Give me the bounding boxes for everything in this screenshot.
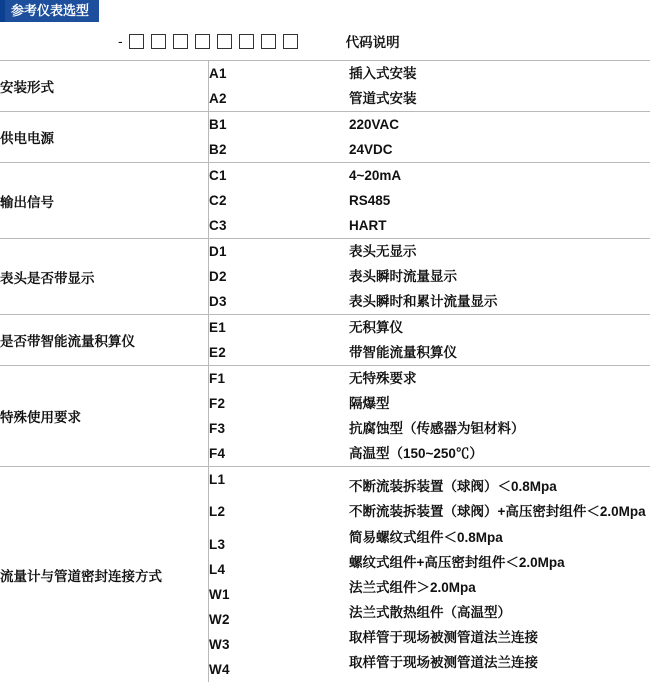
option-description: 表头瞬时流量显示 [349, 269, 457, 284]
option-description: 24VDC [349, 142, 393, 157]
code-entry-row [0, 22, 650, 60]
code-box[interactable] [217, 34, 232, 49]
code-box[interactable] [151, 34, 166, 49]
table-row [0, 163, 650, 239]
option-code: C3 [209, 218, 227, 233]
title-bar-filler [99, 0, 650, 22]
code-box[interactable] [195, 34, 210, 49]
option-description: HART [349, 218, 387, 233]
option-description: 表头无显示 [349, 244, 417, 259]
description-cell [349, 315, 650, 366]
code-box[interactable] [173, 34, 188, 49]
page-title: 参考仪表选型 [5, 0, 99, 22]
option-description: 简易螺纹式组件＜0.8Mpa [349, 530, 503, 545]
description-cell [349, 163, 650, 239]
option-code: F4 [209, 446, 226, 461]
category-cell: 流量计与管道密封连接方式 [0, 467, 209, 682]
table-row [0, 239, 650, 315]
category-cell: 是否带智能流量积算仪 [0, 315, 209, 366]
option-code: L2 [209, 504, 226, 519]
code-cell [209, 315, 350, 366]
option-description: 高温型（150~250℃） [349, 446, 483, 461]
option-code: B2 [209, 142, 227, 157]
option-code: W4 [209, 662, 230, 677]
option-description: 带智能流量积算仪 [349, 345, 457, 360]
code-boxes [129, 34, 298, 49]
table-row [0, 467, 650, 682]
code-box[interactable] [129, 34, 144, 49]
table-row [0, 61, 650, 112]
option-code: D3 [209, 294, 227, 309]
code-cell [209, 366, 350, 467]
category-cell: 安装形式 [0, 61, 209, 112]
code-cell [209, 467, 350, 682]
code-cell [209, 239, 350, 315]
table-row [0, 112, 650, 163]
option-code: D1 [209, 244, 227, 259]
category-cell: 特殊使用要求 [0, 366, 209, 467]
option-description: 无特殊要求 [349, 371, 417, 386]
option-description: RS485 [349, 193, 391, 208]
code-cell [209, 61, 350, 112]
option-description: 插入式安装 [349, 66, 417, 81]
option-description: 不断流装拆装置（球阀）＜0.8Mpa [349, 479, 557, 494]
table-row [0, 315, 650, 366]
option-code: W3 [209, 637, 230, 652]
code-cell [209, 163, 350, 239]
option-code: W1 [209, 587, 230, 602]
option-description: 抗腐蚀型（传感器为钽材料） [349, 421, 525, 436]
option-code: L1 [209, 472, 226, 487]
option-code: C1 [209, 168, 227, 183]
option-code: F2 [209, 396, 226, 411]
spec-table-body [0, 61, 650, 682]
option-code: F3 [209, 421, 226, 436]
option-description: 管道式安装 [349, 91, 417, 106]
option-description: 法兰式组件＞2.0Mpa [349, 580, 476, 595]
option-description: 隔爆型 [349, 396, 390, 411]
code-box[interactable] [261, 34, 276, 49]
category-cell: 供电电源 [0, 112, 209, 163]
option-code: E1 [209, 320, 227, 335]
option-description: 表头瞬时和累计流量显示 [349, 294, 498, 309]
spec-table [0, 60, 650, 682]
option-code: A2 [209, 91, 227, 106]
description-cell [349, 366, 650, 467]
option-description: 不断流装拆装置（球阀）+高压密封组件＜2.0Mpa [349, 504, 646, 519]
title-bar [0, 0, 650, 22]
option-code: L3 [209, 537, 226, 552]
option-description: 220VAC [349, 117, 400, 132]
description-cell [349, 112, 650, 163]
table-row [0, 366, 650, 467]
option-code: D2 [209, 269, 227, 284]
option-description: 法兰式散热组件（高温型） [349, 605, 511, 620]
category-cell: 表头是否带显示 [0, 239, 209, 315]
option-code: F1 [209, 371, 226, 386]
option-description: 取样管于现场被测管道法兰连接 [349, 655, 538, 670]
description-cell [349, 61, 650, 112]
option-description: 无积算仪 [349, 320, 403, 335]
option-code: L4 [209, 562, 226, 577]
description-cell [349, 467, 650, 682]
option-description: 4~20mA [349, 168, 402, 183]
code-box[interactable] [239, 34, 254, 49]
option-code: E2 [209, 345, 227, 360]
description-cell [349, 239, 650, 315]
option-description: 螺纹式组件+高压密封组件＜2.0Mpa [349, 555, 565, 570]
category-cell: 输出信号 [0, 163, 209, 239]
option-code: B1 [209, 117, 227, 132]
code-box[interactable] [283, 34, 298, 49]
code-dash: - [118, 33, 123, 49]
option-code: W2 [209, 612, 230, 627]
option-description: 取样管于现场被测管道法兰连接 [349, 630, 538, 645]
code-description-label: 代码说明 [345, 35, 400, 50]
code-cell [209, 112, 350, 163]
option-code: A1 [209, 66, 227, 81]
option-code: C2 [209, 193, 227, 208]
